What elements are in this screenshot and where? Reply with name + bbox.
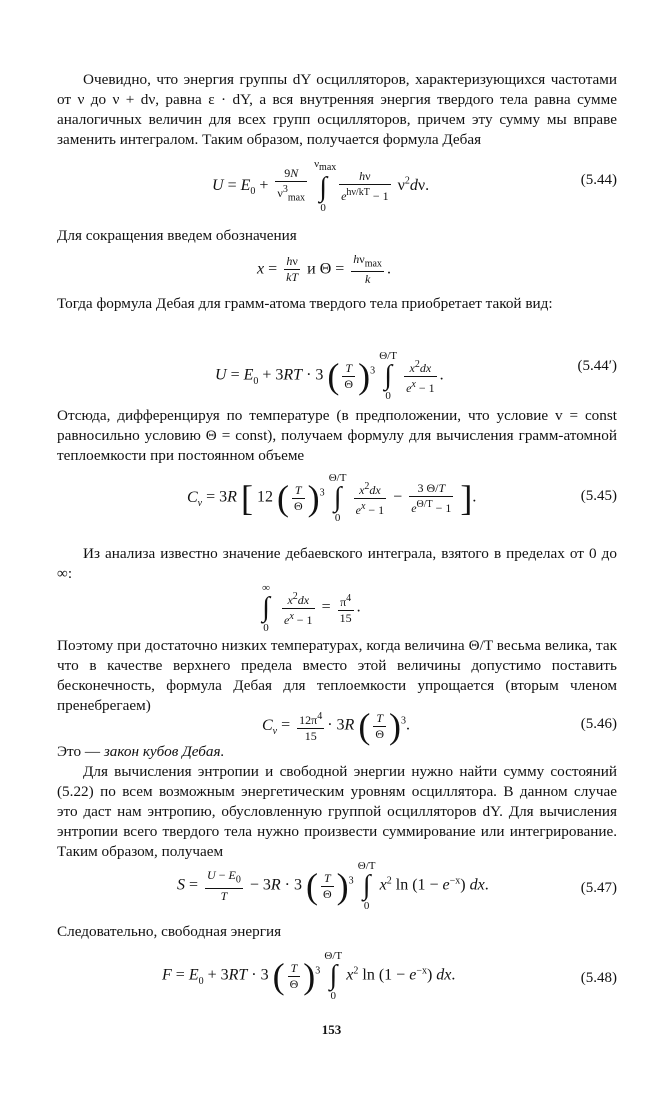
- book-page: Очевидно, что энергия группы dY осцилляторов, характеризующихся частотами от ν до ν + dν, равна ε · dY, а вся внутренняя энергия твердого тела равна сумме аналогичных величин для всех групп осцилляторов, причем эту сумму мы вправе заменить интегралом. Таким образом, получается формула Дебая $U = E_0$ + $\frac{9N}{\nu^3_{max}}$ $\nu_{max}$ ∫ 0 $\frac{h\nu}{e^{h\nu/kT} - 1}$ $\nu^2d\nu$. (5.44) Для сокращения введем обозначения x = $\frac{h\nu}{kT}$ и Θ = $\frac{h\nu_{max}}{k}$ . Тогда формула Дебая для грамм-атома твердого тела приобретает такой вид: $U = E_0 + 3RT \cdot 3$ ( $\frac{T}{\Theta}$ )$^3$ Θ/T ∫ 0 $\frac{x^2dx}{e^x - 1}$ . (5.44′) Отсюда, дифференцируя по температуре (в предположении, что условие v = const равносильно условию Θ = const), получаем формулу для вычисления грамм-атомной теплоемкости при постоянном объеме $C_v = 3R$ [ 12 ( $\frac{T}{\Theta}$ )$^3$ Θ/T ∫ 0 $\frac{x^2dx}{e^x - 1}$ − $\frac{3 \Theta/T}{e^{\Theta/T} - 1}$ ]. (5.45) Из анализа известно значение дебаевского интеграла, взятого в пределах от 0 до ∞: ∞ ∫ 0 $\frac{x^2dx}{e^x - 1}$ = $\frac{\pi^4}{15}$ . Поэтому при достаточно низких температурах, когда величина Θ/T весьма велика, так что в качестве верхнего предела вместо этой величины допустимо поставить бесконечность, формула Дебая для теплоемкости упрощается (вторым членом пренебрегаем) $C_v$ = $\frac{12\pi^4}{15}$ · 3R ( $\frac{T}{\Theta}$ )$^3$. (5.46) Это — закон кубов Дебая. Для вычисления энтропии и свободной энергии нужно найти сумму состояний (5.22) по всем возможным энергетическим уровням осциллятора. В данном случае это даст нам энтропию, обусловленную группой осцилляторов dY. Для вычисления энтропии всего твердого тела нужно произвести суммирование или интегрирование. Таким образом, получаем S = $\frac{U - E_0}{T}$ − 3R · 3 ( $\frac{T}{\Theta}$ )$^3$ Θ/T ∫ 0 $x^2$ $\ln (1 - e^{-x})$ dx. (5.47) Следовательно, свободная энергия $F = E_0 + 3RT \cdot 3$ ( $\frac{T}{\Theta}$ )$^3$ Θ/T ∫ 0 $x^2$ $\ln (1 - e^{-x})$ dx. (5.48) 153: [0, 0, 663, 1100]
- equation-number: (5.46): [580, 716, 617, 732]
- equation-number: (5.44′): [577, 358, 617, 374]
- equation-number: (5.47): [580, 880, 617, 896]
- text: Это —: [57, 743, 104, 760]
- paragraph-1: Очевидно, что энергия группы dY осцилляторов, характеризующихся частотами от ν до ν + dν, равна ε · dY, а вся внутренняя энергия твердого тела равна сумме аналогичных величин для всех групп осцилляторов, причем эту сумму мы вправе заменить интегралом. Таким образом, получается формула Дебая: [57, 71, 617, 148]
- paragraph-4: Отсюда, дифференцируя по температуре (в предположении, что условие v = const равносильно условию Θ = const), получаем формулу для вычисления грамм-атомной теплоемкости при постоянном объеме: [57, 407, 617, 464]
- page-number: 153: [321, 1022, 342, 1037]
- paragraph-5: Из анализа известно значение дебаевского интеграла, взятого в пределах от 0 до ∞:: [57, 545, 617, 582]
- paragraph-8: Для вычисления энтропии и свободной энергии нужно найти сумму состояний (5.22) по всем возможным энергетическим уровням осциллятора. В данном случае это даст нам энтропию, обусловленную группой осцилляторов dY. Для вычисления энтропии всего твердого тела нужно произвести суммирование или интегрирование. Таким образом, получаем: [57, 763, 617, 860]
- paragraph-9: Следовательно, свободная энергия: [57, 923, 282, 940]
- paragraph-2: Для сокращения введем обозначения: [57, 227, 297, 244]
- emphasis: закон кубов Дебая.: [103, 743, 225, 760]
- paragraph-3: Тогда формула Дебая для грамм-атома твердого тела приобретает такой вид:: [57, 295, 553, 312]
- equation-number: (5.45): [580, 488, 617, 504]
- equation-number: (5.44): [580, 172, 617, 188]
- equation-number: (5.48): [580, 970, 617, 986]
- paragraph-6: Поэтому при достаточно низких температурах, когда величина Θ/T весьма велика, так что в качестве верхнего предела вместо этой величины допустимо поставить бесконечность, формула Дебая для теплоемкости упрощается (вторым членом пренебрегаем): [57, 637, 617, 714]
- paragraph-7: [57, 742, 617, 762]
